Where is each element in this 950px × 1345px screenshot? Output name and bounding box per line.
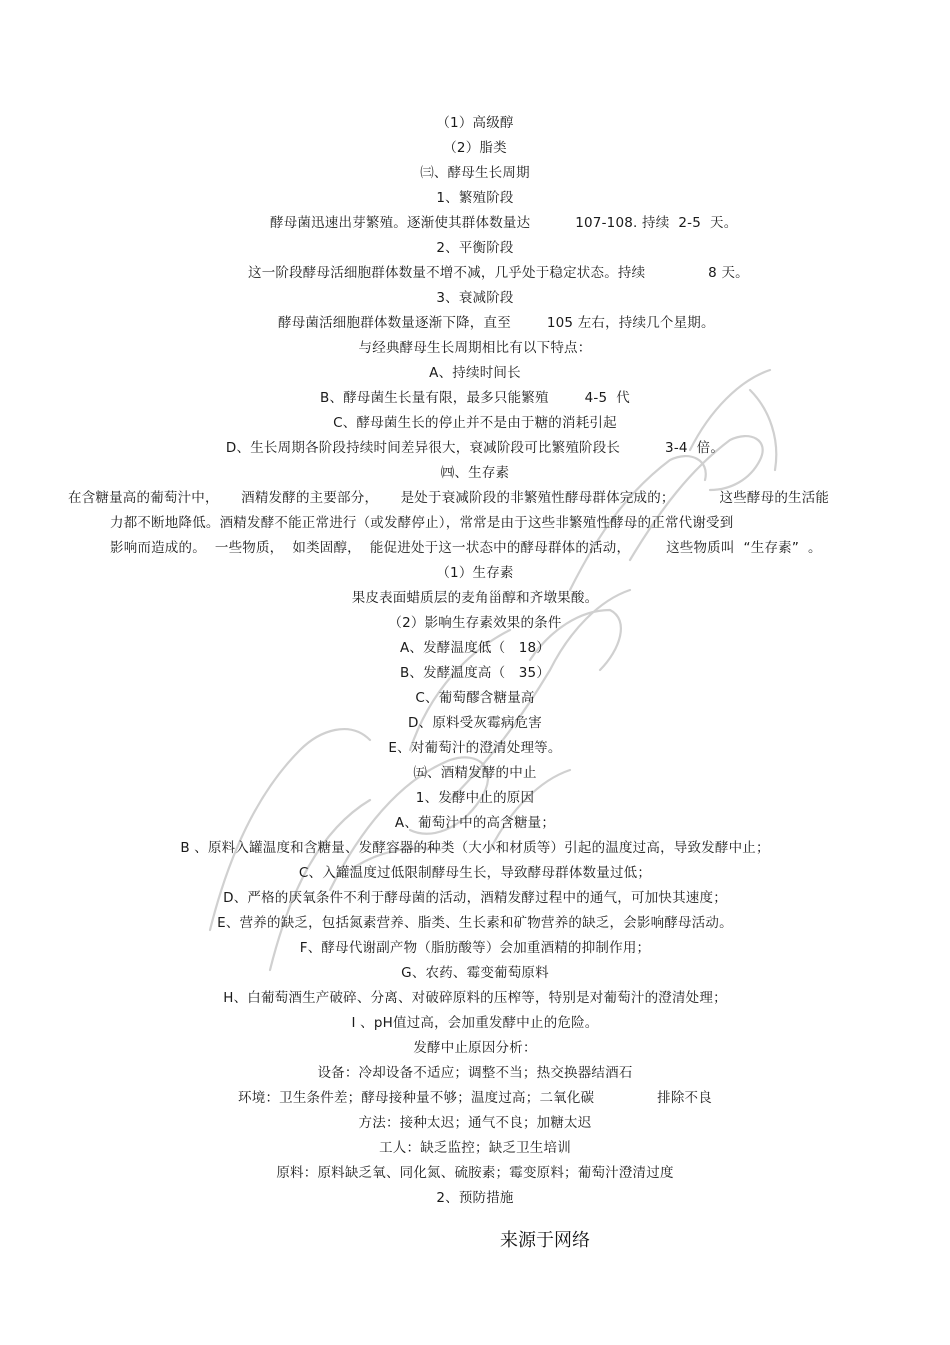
condition-item-d: D、原料受灰霉病危害 — [408, 715, 542, 731]
analysis-equipment: 设备：冷却设备不适应；调整不当；热交换器结酒石 — [317, 1065, 633, 1081]
heading-cause-analysis: 发酵中止原因分析： — [413, 1040, 537, 1056]
cause-item-b: B 、原料入罐温度和含糖量、发酵容器的种类（大小和材质等）引起的温度过高，导致发酵中止； — [180, 840, 770, 856]
heading-lipids: （2）脂类 — [443, 140, 507, 156]
paragraph-survival-line-3: 影响而造成的。 一些物质， 如类固醇， 能促进处于这一状态中的酵母群体的活动， 这些物质叫 “生存素” 。 — [110, 540, 822, 556]
heading-survival-factor-conditions: （2）影响生存素效果的条件 — [388, 615, 562, 631]
paragraph-decline: 酵母菌活细胞群体数量逐渐下降，直至 105 左右，持续几个星期。 — [278, 315, 715, 331]
section-heading-yeast-growth-cycle: ㈢、酵母生长周期 — [420, 165, 530, 181]
heading-prevention: 2、预防措施 — [436, 1190, 514, 1206]
paragraph-balance: 这一阶段酵母活细胞群体数量不增不减，几乎处于稳定状态。持续 8 天。 — [248, 265, 749, 281]
paragraph-reproduction: 酵母菌迅速出芽繁殖。逐渐使其群体数量达 107-108. 持续 2-5 天。 — [270, 215, 738, 231]
cause-item-e: E、营养的缺乏，包括氮素营养、脂类、生长素和矿物营养的缺乏，会影响酵母活动。 — [217, 915, 733, 931]
cause-item-g: G、农药、霉变葡萄原料 — [401, 965, 549, 981]
analysis-materials: 原料：原料缺乏氧、同化氮、硫胺素；霉变原料；葡萄汁澄清过度 — [276, 1165, 674, 1181]
cause-item-a: A、葡萄汁中的高含糖量； — [394, 815, 556, 831]
analysis-method: 方法：接种太迟；通气不良；加糖太迟 — [358, 1115, 592, 1131]
list-item-b: B、酵母菌生长量有限，最多只能繁殖 4-5 代 — [320, 390, 630, 406]
heading-stop-causes: 1、发酵中止的原因 — [415, 790, 535, 806]
cause-item-f: F、酵母代谢副产物（脂肪酸等）会加重酒精的抑制作用； — [299, 940, 651, 956]
list-item-a: A、持续时间长 — [429, 365, 521, 381]
section-heading-fermentation-stop: ㈤、酒精发酵的中止 — [413, 765, 537, 781]
cause-item-h: H、白葡萄酒生产破碎、分离、对破碎原料的压榨等，特别是对葡萄汁的澄清处理； — [223, 990, 727, 1006]
list-item-c: C、酵母菌生长的停止并不是由于糖的消耗引起 — [333, 415, 617, 431]
cause-item-d: D、严格的厌氧条件不利于酵母菌的活动，酒精发酵过程中的通气，可加快其速度； — [223, 890, 727, 906]
condition-item-b: B、发酵温度高（ 35） — [399, 665, 551, 681]
heading-balance-stage: 2、平衡阶段 — [436, 240, 514, 256]
condition-item-c: C、葡萄醪含糖量高 — [415, 690, 535, 706]
section-heading-survival-factor: ㈣、生存素 — [440, 465, 510, 481]
cause-item-i: I 、pH值过高，会加重发酵中止的危险。 — [351, 1015, 599, 1031]
condition-item-e: E、对葡萄汁的澄清处理等。 — [388, 740, 562, 756]
cause-item-c: C、入罐温度过低限制酵母生长，导致酵母群体数量过低； — [298, 865, 652, 881]
heading-reproduction-stage: 1、繁殖阶段 — [436, 190, 514, 206]
paragraph-survival-line-2: 力都不断地降低。酒精发酵不能正常进行（或发酵停止），常常是由于这些非繁殖性酵母的正常代谢受到 — [110, 515, 734, 531]
paragraph-survival-factor-source: 果皮表面蜡质层的麦角甾醇和齐墩果酸。 — [351, 590, 599, 606]
analysis-environment: 环境：卫生条件差；酵母接种量不够；温度过高；二氧化碳 排除不良 — [238, 1090, 712, 1106]
source-footer: 来源于网络 — [500, 1230, 590, 1251]
list-item-d: D、生长周期各阶段持续时间差异很大，衰减阶段可比繁殖阶段长 3-4 倍。 — [225, 440, 725, 456]
analysis-workers: 工人：缺乏监控；缺乏卫生培训 — [379, 1140, 571, 1156]
heading-higher-alcohols: （1）高级醇 — [436, 115, 514, 131]
heading-survival-factor-1: （1）生存素 — [436, 565, 514, 581]
paragraph-comparison-intro: 与经典酵母生长周期相比有以下特点： — [358, 340, 592, 356]
condition-item-a: A、发酵温度低（ 18） — [399, 640, 551, 656]
paragraph-survival-line-1: 在含糖量高的葡萄汁中， 酒精发酵的主要部分， 是处于衰减阶段的非繁殖性酵母群体完成的； 这些酵母的生活能 — [68, 490, 830, 506]
heading-decline-stage: 3、衰减阶段 — [436, 290, 514, 306]
